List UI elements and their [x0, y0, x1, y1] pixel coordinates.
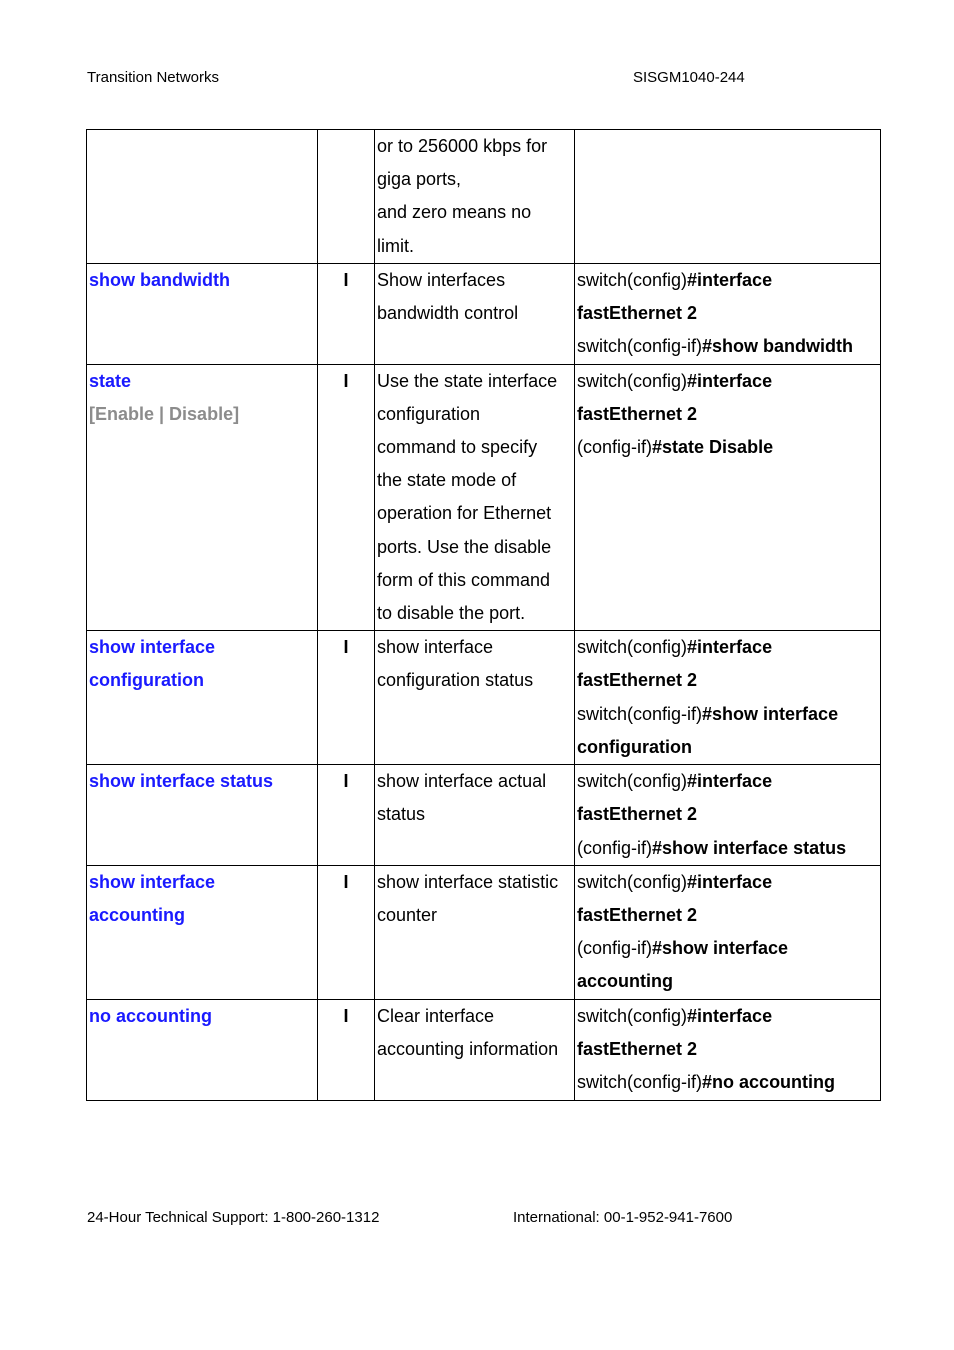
- description-cell: [375, 631, 575, 765]
- example-prompt: switch(config): [577, 1005, 688, 1026]
- example-command: fastEthernet 2: [577, 905, 698, 926]
- example-command: #show interface: [702, 703, 839, 724]
- example-line: [577, 664, 878, 697]
- example-line: [577, 731, 878, 764]
- mode-cell: I: [318, 364, 375, 631]
- description-line: configuration: [377, 403, 481, 424]
- command-name: show bandwidth: [89, 270, 230, 290]
- example-command: configuration: [577, 736, 692, 757]
- example-cell: [575, 631, 881, 765]
- example-command: #interface: [687, 871, 773, 892]
- example-command: fastEthernet 2: [577, 303, 698, 324]
- table-row: [87, 999, 881, 1100]
- description-cell: [375, 865, 575, 999]
- command-name: show interface status: [89, 771, 274, 792]
- command-cell: [87, 865, 318, 999]
- command-cell: [87, 364, 318, 631]
- description-line: status: [377, 804, 426, 825]
- mode-cell: I: [318, 765, 375, 866]
- example-line: [577, 431, 878, 464]
- command-cell: [87, 631, 318, 765]
- command-cell: [87, 130, 318, 264]
- command-table: [86, 129, 881, 1101]
- mode-cell: I: [318, 264, 375, 365]
- example-line: [577, 330, 878, 363]
- example-line: [577, 899, 878, 932]
- command-name: show interface configuration: [89, 637, 216, 691]
- example-command: fastEthernet 2: [577, 1038, 698, 1059]
- description-line: show interface statistic: [377, 871, 559, 892]
- example-command: accounting: [577, 971, 674, 992]
- example-prompt: switch(config-if): [577, 1072, 703, 1093]
- description-line: Clear interface: [377, 1005, 495, 1026]
- description-line: counter: [377, 905, 438, 926]
- description-cell: [375, 364, 575, 631]
- example-cell: [575, 264, 881, 365]
- description-line: limit.: [377, 235, 414, 256]
- example-command: #no accounting: [702, 1072, 836, 1093]
- header-company: Transition Networks: [87, 69, 219, 86]
- description-cell: [375, 130, 575, 264]
- command-name: no accounting: [89, 1005, 212, 1026]
- table-row: [87, 765, 881, 866]
- footer-support: 24-Hour Technical Support: 1-800-260-1312: [87, 1209, 380, 1226]
- description-cell: [375, 765, 575, 866]
- example-line: [577, 631, 878, 664]
- example-line: [577, 297, 878, 330]
- command-name: state: [89, 370, 132, 391]
- example-command: #show interface status: [652, 837, 847, 858]
- mode-cell: I: [318, 631, 375, 765]
- description-line: show interface actual: [377, 771, 547, 792]
- example-prompt: switch(config-if): [577, 336, 703, 357]
- example-cell: [575, 765, 881, 866]
- example-line: [577, 832, 878, 865]
- example-line: [577, 398, 878, 431]
- description-line: Show interfaces: [377, 270, 506, 290]
- command-cell: [87, 999, 318, 1100]
- description-line: or to 256000 kbps for: [377, 136, 548, 156]
- example-command: #interface: [687, 637, 773, 658]
- example-prompt: switch(config-if): [577, 703, 703, 724]
- table-row: [87, 631, 881, 765]
- description-line: show interface: [377, 637, 494, 658]
- table-row: [87, 130, 881, 264]
- description-line: the state mode of: [377, 470, 517, 491]
- example-command: #state Disable: [652, 437, 774, 458]
- mode-cell: [318, 130, 375, 264]
- example-line: [577, 1066, 878, 1099]
- description-line: ports. Use the disable: [377, 536, 552, 557]
- command-name: show interface accounting: [89, 871, 216, 926]
- example-line: [577, 798, 878, 831]
- mode-cell: I: [318, 865, 375, 999]
- example-command: fastEthernet 2: [577, 804, 698, 825]
- description-line: to disable the port.: [377, 603, 526, 624]
- table-row: [87, 264, 881, 365]
- example-command: #interface: [687, 270, 773, 290]
- description-line: configuration status: [377, 670, 534, 691]
- example-prompt: (config-if): [577, 938, 653, 959]
- example-line: [577, 765, 878, 798]
- example-cell: [575, 865, 881, 999]
- command-parameter: [Enable | Disable]: [89, 403, 240, 424]
- description-line: giga ports,: [377, 169, 462, 190]
- command-cell: [87, 264, 318, 365]
- example-command: fastEthernet 2: [577, 403, 698, 424]
- description-line: command to specify: [377, 437, 538, 458]
- example-command: #interface: [687, 1005, 773, 1026]
- example-command: fastEthernet 2: [577, 670, 698, 691]
- description-line: accounting information: [377, 1038, 559, 1059]
- footer-international: International: 00-1-952-941-7600: [513, 1209, 733, 1226]
- example-command: #interface: [687, 370, 773, 391]
- example-prompt: (config-if): [577, 837, 653, 858]
- mode-cell: I: [318, 999, 375, 1100]
- description-line: bandwidth control: [377, 303, 519, 324]
- description-cell: [375, 264, 575, 365]
- example-command: #interface: [687, 771, 773, 792]
- header-model: SISGM1040-244: [633, 69, 745, 86]
- example-line: [577, 965, 878, 998]
- example-command: #show bandwidth: [702, 336, 854, 357]
- example-cell: [575, 999, 881, 1100]
- example-prompt: switch(config): [577, 871, 688, 892]
- table-row: [87, 364, 881, 631]
- example-prompt: switch(config): [577, 771, 688, 792]
- example-line: [577, 698, 878, 731]
- table-row: [87, 865, 881, 999]
- example-line: [577, 365, 878, 398]
- example-line: [577, 866, 878, 899]
- example-line: [577, 264, 878, 297]
- example-line: [577, 932, 878, 965]
- command-cell: [87, 765, 318, 866]
- example-prompt: (config-if): [577, 437, 653, 458]
- description-cell: [375, 999, 575, 1100]
- example-prompt: switch(config): [577, 270, 688, 290]
- description-line: and zero means no: [377, 202, 532, 223]
- example-command: #show interface: [652, 938, 789, 959]
- description-line: Use the state interface: [377, 370, 558, 391]
- example-prompt: switch(config): [577, 370, 688, 391]
- example-line: [577, 1000, 878, 1033]
- example-prompt: switch(config): [577, 637, 688, 658]
- example-cell: [575, 364, 881, 631]
- example-line: [577, 1033, 878, 1066]
- description-line: form of this command: [377, 569, 551, 590]
- description-line: operation for Ethernet: [377, 503, 552, 524]
- example-cell: [575, 130, 881, 264]
